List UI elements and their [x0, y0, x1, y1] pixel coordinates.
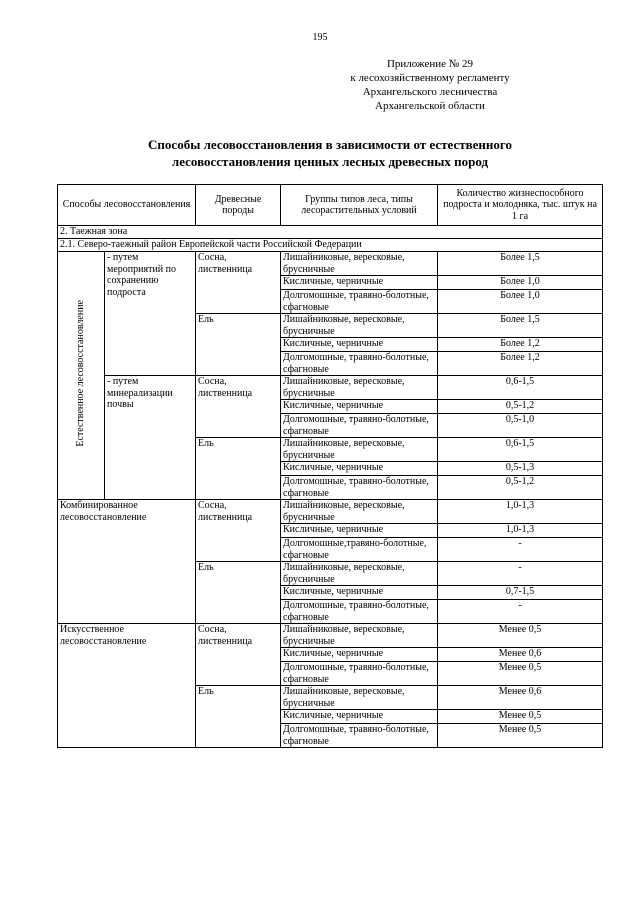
forest-type-cell: Лишайниковые, вересковые, брусничные — [281, 624, 438, 648]
quantity-cell: 0,6-1,5 — [438, 438, 603, 462]
quantity-cell: - — [438, 538, 603, 562]
forest-type-cell: Долгомошные, травяно-болотные, сфагновые — [281, 476, 438, 500]
quantity-cell: Более 1,0 — [438, 276, 603, 290]
quantity-cell: Менее 0,6 — [438, 648, 603, 662]
forest-type-cell: Лишайниковые, вересковые, брусничные — [281, 686, 438, 710]
forest-type-cell: Долгомошные, травяно-болотные, сфагновые — [281, 414, 438, 438]
title-line: Способы лесовосстановления в зависимости от естественного — [148, 137, 512, 152]
header-methods: Способы лесовосстановления — [58, 185, 196, 226]
forest-type-cell: Лишайниковые, вересковые, брусничные — [281, 500, 438, 524]
appendix-line: к лесохозяйственному регламенту — [350, 72, 510, 84]
quantity-cell: Менее 0,5 — [438, 624, 603, 648]
combined-method-cell: Комбинированное лесовосстановление — [58, 500, 196, 624]
natural-method-label: Естественное лесовосстановление — [75, 300, 87, 448]
quantity-cell: Более 1,2 — [438, 352, 603, 376]
forest-type-cell: Кисличные, черничные — [281, 462, 438, 476]
quantity-cell: 0,5-1,2 — [438, 476, 603, 500]
forest-type-cell: Лишайниковые, вересковые, брусничные — [281, 562, 438, 586]
quantity-cell: 1,0-1,3 — [438, 500, 603, 524]
forest-type-cell: Долгомошные, травяно-болотные, сфагновые — [281, 352, 438, 376]
table-row — [58, 252, 603, 276]
species-cell: Ель — [196, 314, 281, 376]
species-cell: Сосна, лиственница — [196, 500, 281, 562]
quantity-cell: - — [438, 562, 603, 586]
forest-type-cell: Кисличные, черничные — [281, 276, 438, 290]
species-cell: Сосна, лиственница — [196, 376, 281, 438]
species-cell: Сосна, лиственница — [196, 624, 281, 686]
species-cell: Сосна, лиственница — [196, 252, 281, 314]
quantity-cell: 0,6-1,5 — [438, 376, 603, 400]
forest-type-cell: Долгомошные,травяно-болотные, сфагновые — [281, 538, 438, 562]
quantity-cell: Более 1,2 — [438, 338, 603, 352]
document-title — [60, 136, 600, 170]
species-cell: Ель — [196, 686, 281, 748]
table-row — [58, 376, 603, 400]
quantity-cell: Более 1,5 — [438, 252, 603, 276]
page-number: 195 — [312, 32, 328, 43]
header-species: Древесные породы — [196, 185, 281, 226]
forest-type-cell: Кисличные, черничные — [281, 338, 438, 352]
title-line: лесовосстановления ценных лесных древесных пород — [171, 154, 489, 169]
quantity-cell: 0,5-1,3 — [438, 462, 603, 476]
forest-type-cell: Кисличные, черничные — [281, 524, 438, 538]
forest-type-cell: Кисличные, черничные — [281, 400, 438, 414]
quantity-cell: Более 1,5 — [438, 314, 603, 338]
quantity-cell: 0,5-1,2 — [438, 400, 603, 414]
table-header-row — [58, 185, 603, 226]
quantity-cell: Менее 0,6 — [438, 686, 603, 710]
header-forest-types: Группы типов леса, типы лесорастительных условий — [281, 185, 438, 226]
forest-type-cell: Лишайниковые, вересковые, брусничные — [281, 252, 438, 276]
appendix-line: Архангельского лесничества — [362, 86, 498, 98]
region-label: 2.1. Северо-таежный район Европейской части Российской Федерации — [58, 239, 603, 252]
species-cell: Ель — [196, 562, 281, 624]
region-row — [58, 239, 603, 252]
forest-type-cell: Долгомошные, травяно-болотные, сфагновые — [281, 724, 438, 748]
quantity-cell: 1,0-1,3 — [438, 524, 603, 538]
forest-type-cell: Лишайниковые, вересковые, брусничные — [281, 438, 438, 462]
reforestation-table — [57, 184, 603, 748]
quantity-cell: 0,7-1,5 — [438, 586, 603, 600]
natural-method-cell — [58, 252, 105, 500]
sub-method-preserve: - путем мероприятий по сохранению подроста — [105, 252, 196, 376]
forest-type-cell: Кисличные, черничные — [281, 710, 438, 724]
sub-method-mineral: - путем минерализации почвы — [105, 376, 196, 500]
quantity-cell: - — [438, 600, 603, 624]
quantity-cell: Менее 0,5 — [438, 724, 603, 748]
table-row — [58, 500, 603, 524]
forest-type-cell: Долгомошные, травяно-болотные, сфагновые — [281, 600, 438, 624]
zone-row — [58, 226, 603, 239]
species-cell: Ель — [196, 438, 281, 500]
zone-label: 2. Таежная зона — [58, 226, 603, 239]
forest-type-cell: Лишайниковые, вересковые, брусничные — [281, 314, 438, 338]
header-quantity: Количество жизнеспособного подроста и молодняка, тыс. штук на 1 га — [438, 185, 603, 226]
forest-type-cell: Кисличные, черничные — [281, 586, 438, 600]
appendix-line: Архангельской области — [375, 100, 485, 112]
table-row — [58, 624, 603, 648]
forest-type-cell: Долгомошные, травяно-болотные, сфагновые — [281, 662, 438, 686]
quantity-cell: Менее 0,5 — [438, 662, 603, 686]
appendix-line: Приложение № 29 — [386, 58, 474, 70]
forest-type-cell: Лишайниковые, вересковые, брусничные — [281, 376, 438, 400]
forest-type-cell: Кисличные, черничные — [281, 648, 438, 662]
artificial-method-cell: Искусственное лесовосстановление — [58, 624, 196, 748]
quantity-cell: 0,5-1,0 — [438, 414, 603, 438]
quantity-cell: Более 1,0 — [438, 290, 603, 314]
quantity-cell: Менее 0,5 — [438, 710, 603, 724]
forest-type-cell: Долгомошные, травяно-болотные, сфагновые — [281, 290, 438, 314]
appendix-header — [300, 57, 560, 113]
